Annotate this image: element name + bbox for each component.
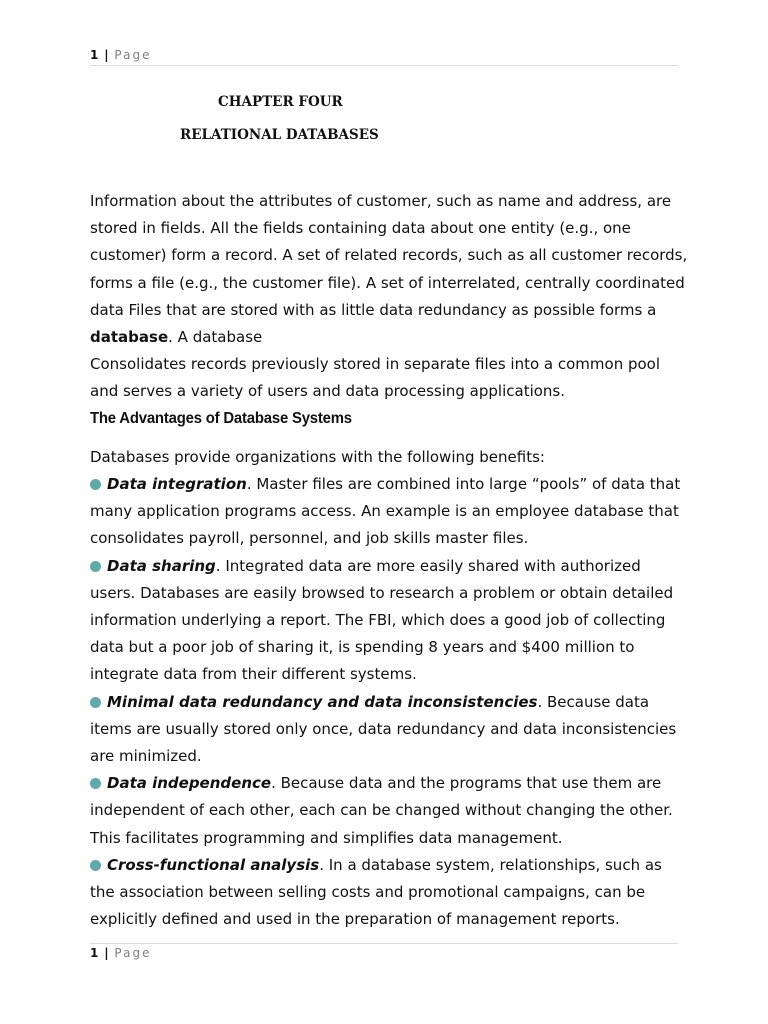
benefit-term: Cross-functional analysis	[107, 855, 320, 874]
page-footer	[90, 943, 678, 961]
benefit-text: . Because data items are usually stored only once, data redundancy and data inconsistencies are minimized.	[90, 692, 677, 766]
bullet-icon	[90, 479, 101, 490]
footer-page-number: 1	[90, 946, 99, 960]
benefit-term: Minimal data redundancy and data inconsistencies	[107, 692, 538, 711]
benefit-item	[90, 553, 690, 689]
bullet-icon	[90, 778, 101, 789]
benefit-term: Data sharing	[107, 556, 216, 575]
header-separator: |	[104, 48, 109, 62]
intro-bold-term: database	[90, 328, 169, 347]
benefit-item	[90, 852, 690, 934]
benefit-text: . Because data and the programs that use them are independent of each other, each can be changed without changing the other. This facilitates programming and simplifies data management.	[90, 774, 673, 847]
benefit-item	[90, 689, 690, 771]
bullet-icon	[90, 697, 101, 708]
intro-paragraph	[90, 188, 690, 406]
benefit-term: Data independence	[107, 774, 272, 793]
benefit-text: . Integrated data are more easily shared with authorized users. Databases are easily browsed to research a problem or obtain detailed information underlying a report. The FBI, which does a good job of collecting data but a poor job of sharing it, is spending 8 years and $400 million to integrate data from their different systems.	[90, 556, 674, 684]
bullet-icon	[90, 860, 101, 871]
page-header	[90, 47, 678, 66]
benefit-item	[90, 471, 690, 553]
header-page-word: Page	[114, 48, 152, 62]
bullet-icon	[90, 561, 101, 572]
benefit-text: . Master files are combined into large “pools” of data that many application programs access. An example is an employee database that consolidates payroll, personnel, and job skills master files.	[90, 475, 681, 548]
intro-text-after: . A database	[168, 328, 263, 347]
section-lead: Databases provide organizations with the following benefits:	[90, 448, 545, 466]
intro-second-line: Consolidates records previously stored in separate files into a common pool and serves a variety of users and data processing applications.	[90, 355, 661, 401]
footer-separator: |	[104, 946, 109, 960]
benefit-text: . In a database system, relationships, such as the association between selling costs and promotional campaigns, can be explicitly defined and used in the preparation of management reports.	[90, 855, 662, 929]
footer-page-word: Page	[114, 946, 152, 960]
header-page-number: 1	[90, 48, 99, 62]
intro-text: Information about the attributes of customer, such as name and address, are stored in fields. All the fields containing data about one entity (e.g., one customer) form a record. A set of related records, such as all customer records, forms a file (e.g., the customer file). A set of interrelated, centrally coordinated data Files that are stored with as little data redundancy as possible forms a	[90, 192, 688, 319]
chapter-title: CHAPTER FOUR	[218, 94, 343, 110]
benefit-item	[90, 770, 690, 852]
chapter-subtitle: RELATIONAL DATABASES	[180, 127, 379, 143]
benefits-list	[90, 471, 690, 933]
benefit-term: Data integration	[107, 475, 247, 493]
section-heading: The Advantages of Database Systems	[90, 410, 352, 427]
